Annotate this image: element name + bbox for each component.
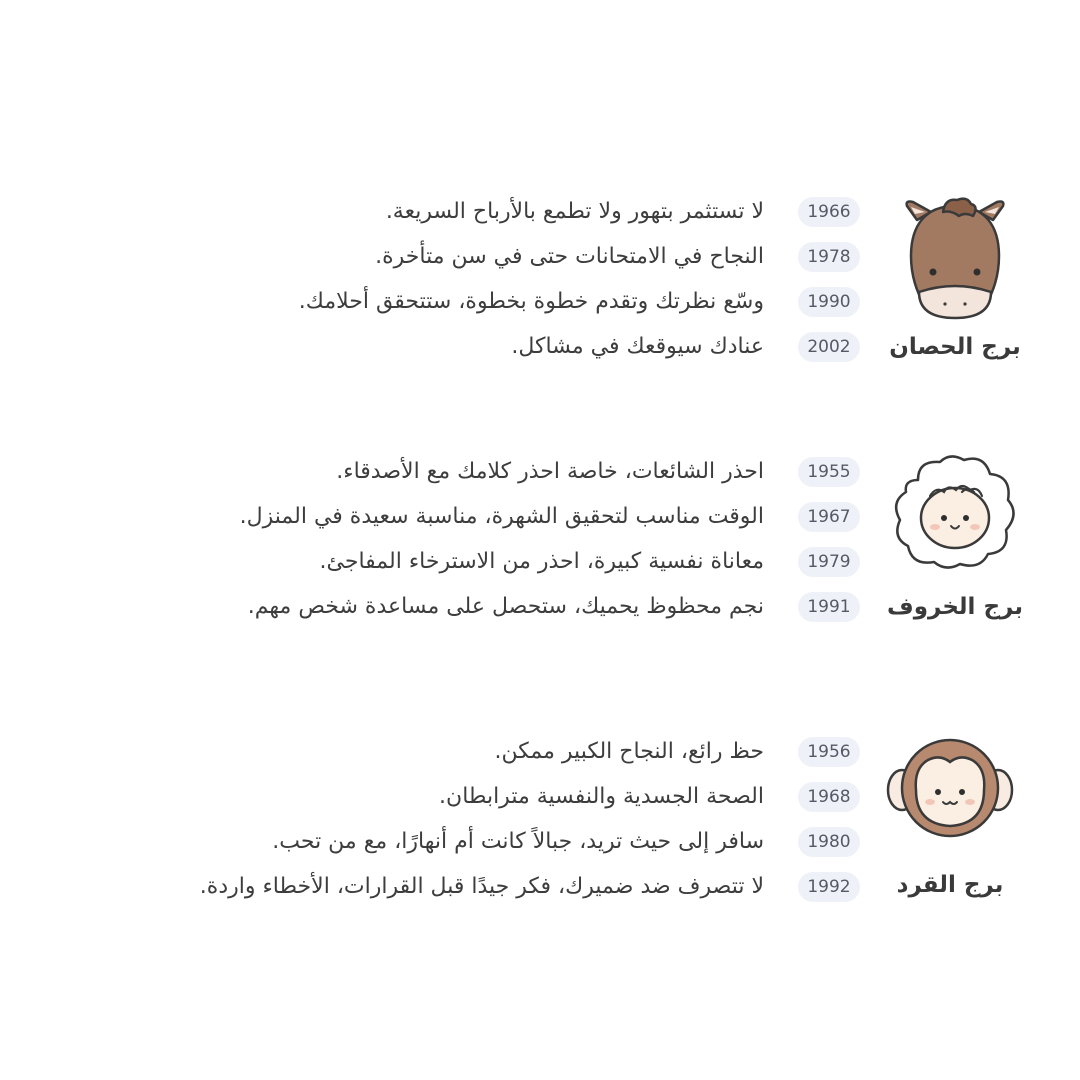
sheep-icon bbox=[888, 452, 1022, 572]
prediction-text: حظ رائع، النجاح الكبير ممكن. bbox=[494, 739, 764, 764]
sheep-sign-label: برج الخروف bbox=[887, 594, 1023, 620]
horse-rows bbox=[100, 192, 860, 372]
prediction-text: لا تتصرف ضد ضميرك، فكر جيدًا قبل القرارات، الأخطاء واردة. bbox=[199, 874, 764, 899]
prediction-text: النجاح في الامتحانات حتى في سن متأخرة. bbox=[375, 244, 764, 269]
monkey-section bbox=[0, 732, 1080, 932]
year-badge: 1955 bbox=[798, 457, 860, 487]
prediction-text: وسّع نظرتك وتقدم خطوة بخطوة، ستتحقق أحلامك. bbox=[298, 289, 764, 314]
list-item bbox=[100, 192, 860, 237]
horse-sign-label: برج الحصان bbox=[889, 334, 1021, 360]
list-item bbox=[100, 822, 860, 867]
list-item bbox=[100, 732, 860, 777]
year-badge: 1979 bbox=[798, 547, 860, 577]
year-badge: 1966 bbox=[798, 197, 860, 227]
list-item bbox=[100, 327, 860, 372]
sheep-sign bbox=[885, 452, 1025, 620]
horse-sign bbox=[885, 192, 1025, 360]
monkey-sign bbox=[880, 732, 1020, 898]
prediction-text: عنادك سيوقعك في مشاكل. bbox=[511, 334, 764, 359]
monkey-rows bbox=[100, 732, 860, 912]
prediction-text: لا تستثمر بتهور ولا تطمع بالأرباح السريعة. bbox=[385, 199, 764, 224]
prediction-text: الصحة الجسدية والنفسية مترابطان. bbox=[439, 784, 764, 809]
sheep-rows bbox=[100, 452, 860, 632]
list-item bbox=[100, 587, 860, 632]
prediction-text: سافر إلى حيث تريد، جبالاً كانت أم أنهارًا، مع من تحب. bbox=[272, 829, 764, 854]
horse-icon bbox=[895, 192, 1015, 322]
monkey-sign-label: برج القرد bbox=[896, 872, 1004, 898]
year-badge: 1978 bbox=[798, 242, 860, 272]
year-badge: 1967 bbox=[798, 502, 860, 532]
prediction-text: نجم محظوظ يحميك، ستحصل على مساعدة شخص مهم. bbox=[247, 594, 764, 619]
year-badge: 1991 bbox=[798, 592, 860, 622]
year-badge: 2002 bbox=[798, 332, 860, 362]
year-badge: 1992 bbox=[798, 872, 860, 902]
sheep-section bbox=[0, 452, 1080, 652]
year-badge: 1956 bbox=[798, 737, 860, 767]
year-badge: 1980 bbox=[798, 827, 860, 857]
list-item bbox=[100, 282, 860, 327]
list-item bbox=[100, 237, 860, 282]
monkey-icon bbox=[880, 732, 1020, 842]
list-item bbox=[100, 497, 860, 542]
prediction-text: معاناة نفسية كبيرة، احذر من الاسترخاء المفاجئ. bbox=[319, 549, 764, 574]
list-item bbox=[100, 777, 860, 822]
year-badge: 1968 bbox=[798, 782, 860, 812]
prediction-text: احذر الشائعات، خاصة احذر كلامك مع الأصدقاء. bbox=[336, 459, 764, 484]
list-item bbox=[100, 452, 860, 497]
prediction-text: الوقت مناسب لتحقيق الشهرة، مناسبة سعيدة في المنزل. bbox=[239, 504, 764, 529]
horse-section bbox=[0, 192, 1080, 392]
list-item bbox=[100, 867, 860, 912]
year-badge: 1990 bbox=[798, 287, 860, 317]
list-item bbox=[100, 542, 860, 587]
